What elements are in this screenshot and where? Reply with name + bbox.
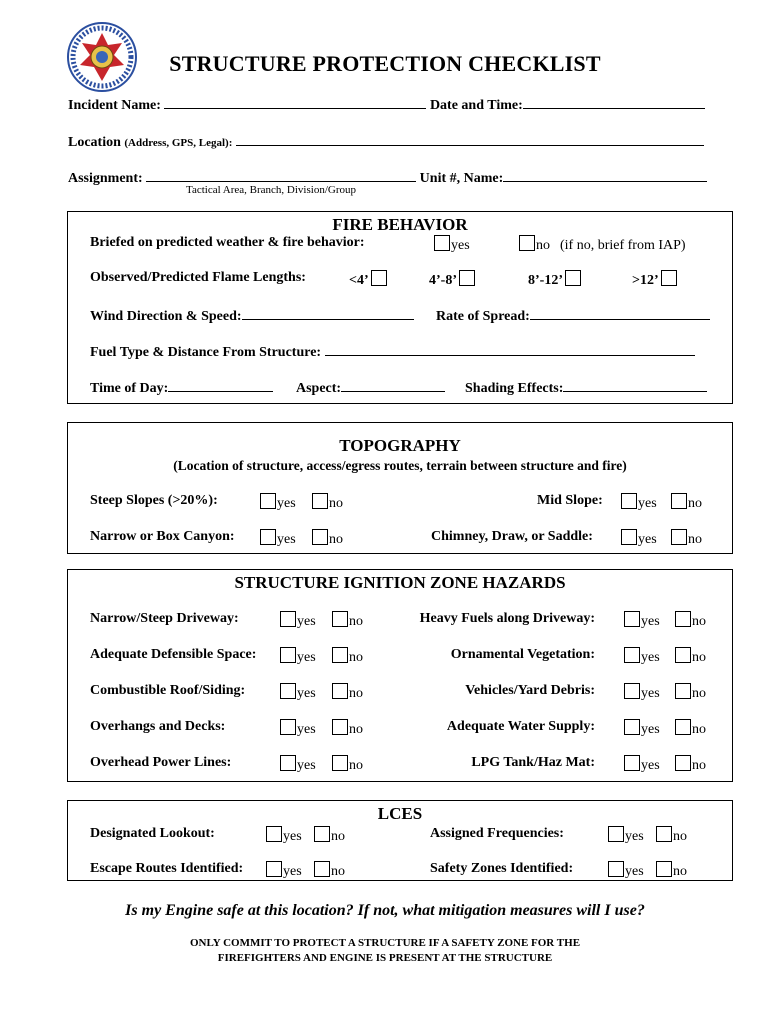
date-time-label: Date and Time: bbox=[429, 98, 523, 113]
steep-no-option[interactable]: no bbox=[312, 493, 343, 512]
checkbox[interactable] bbox=[671, 493, 687, 509]
flame-length-label: Observed/Predicted Flame Lengths: bbox=[90, 270, 306, 285]
mid-slope-label: Mid Slope: bbox=[537, 493, 603, 508]
checkbox[interactable] bbox=[621, 493, 637, 509]
fire-behavior-section bbox=[67, 211, 733, 404]
hazard-left-label: Adequate Defensible Space: bbox=[90, 647, 257, 662]
checkbox[interactable] bbox=[675, 755, 691, 771]
fuel-field[interactable]: Fuel Type & Distance From Structure: bbox=[90, 342, 695, 361]
location-field[interactable] bbox=[68, 132, 704, 151]
checkbox[interactable] bbox=[608, 861, 624, 877]
safety-zone-note-line2: FIREFIGHTERS AND ENGINE IS PRESENT AT THE STRUCTURE bbox=[217, 952, 553, 964]
narrow-yes-option[interactable]: yes bbox=[260, 529, 296, 548]
hazard-right-yes-option[interactable]: yes bbox=[624, 683, 660, 702]
safety-label: Safety Zones Identified: bbox=[430, 861, 574, 876]
escape-no-option[interactable]: no bbox=[314, 861, 345, 880]
hazard-left-label: Overhead Power Lines: bbox=[90, 755, 232, 770]
hazard-left-no-option[interactable]: no bbox=[332, 683, 363, 702]
lookout-label: Designated Lookout: bbox=[90, 826, 215, 841]
checkbox[interactable] bbox=[519, 235, 535, 251]
hazard-left-yes-option[interactable]: yes bbox=[280, 719, 316, 738]
shading-field[interactable]: Shading Effects: bbox=[465, 378, 707, 397]
hazard-left-yes-option[interactable]: yes bbox=[280, 611, 316, 630]
safety-zone-note bbox=[0, 936, 770, 966]
hazard-right-yes-option[interactable]: yes bbox=[624, 719, 660, 738]
checkbox[interactable] bbox=[332, 755, 348, 771]
hazard-right-yes-option[interactable]: yes bbox=[624, 647, 660, 666]
briefed-yes-option[interactable]: yes bbox=[434, 235, 470, 254]
brief-note: (if no, brief from IAP) bbox=[560, 238, 686, 253]
checkbox[interactable] bbox=[675, 683, 691, 699]
incident-name-field[interactable] bbox=[68, 95, 705, 114]
hazard-left-yes-option[interactable]: yes bbox=[280, 683, 316, 702]
checkbox[interactable] bbox=[266, 861, 282, 877]
location-hint: (Address, GPS, Legal): bbox=[124, 137, 233, 149]
checkbox[interactable] bbox=[624, 719, 640, 735]
checkbox[interactable] bbox=[656, 826, 672, 842]
hazard-left-label: Narrow/Steep Driveway: bbox=[90, 611, 239, 626]
hazard-right-no-option[interactable]: no bbox=[675, 755, 706, 774]
hazard-left-no-option[interactable]: no bbox=[332, 611, 363, 630]
hazard-right-yes-option[interactable]: yes bbox=[624, 611, 660, 630]
hazard-right-yes-option[interactable]: yes bbox=[624, 755, 660, 774]
checkbox[interactable] bbox=[260, 493, 276, 509]
checkbox[interactable] bbox=[656, 861, 672, 877]
escape-yes-option[interactable]: yes bbox=[266, 861, 302, 880]
hazard-left-label: Combustible Roof/Siding: bbox=[90, 683, 246, 698]
checkbox[interactable] bbox=[332, 683, 348, 699]
narrow-canyon-label: Narrow or Box Canyon: bbox=[90, 529, 235, 544]
checkbox[interactable] bbox=[624, 647, 640, 663]
hazard-left-yes-option[interactable]: yes bbox=[280, 647, 316, 666]
page-title: STRUCTURE PROTECTION CHECKLIST bbox=[169, 51, 601, 76]
checkbox[interactable] bbox=[624, 683, 640, 699]
spread-field[interactable]: Rate of Spread: bbox=[436, 306, 710, 325]
time-of-day-field[interactable]: Time of Day: bbox=[90, 378, 273, 397]
fire-behavior-heading: FIRE BEHAVIOR bbox=[332, 215, 468, 234]
lookout-yes-option[interactable]: yes bbox=[266, 826, 302, 845]
checkbox[interactable] bbox=[621, 529, 637, 545]
checkbox[interactable] bbox=[675, 647, 691, 663]
hazard-left-yes-option[interactable]: yes bbox=[280, 755, 316, 774]
checkbox[interactable] bbox=[314, 861, 330, 877]
hazard-left-no-option[interactable]: no bbox=[332, 755, 363, 774]
frequencies-no-option[interactable]: no bbox=[656, 826, 687, 845]
lces-section bbox=[67, 800, 733, 881]
mid-no-option[interactable]: no bbox=[671, 493, 702, 512]
unit-name-label: Unit #, Name: bbox=[419, 171, 504, 186]
checkbox[interactable] bbox=[280, 647, 296, 663]
chimney-yes-option[interactable]: yes bbox=[621, 529, 657, 548]
checkbox[interactable] bbox=[332, 647, 348, 663]
hazard-right-no-option[interactable]: no bbox=[675, 611, 706, 630]
chimney-no-option[interactable]: no bbox=[671, 529, 702, 548]
ignition-zone-section bbox=[67, 569, 733, 782]
checkbox[interactable] bbox=[260, 529, 276, 545]
hazard-right-label: Vehicles/Yard Debris: bbox=[465, 683, 595, 698]
assignment-label: Assignment: bbox=[68, 171, 143, 186]
checkbox[interactable] bbox=[280, 683, 296, 699]
mitigation-question: Is my Engine safe at this location? If not, what mitigation measures will I use? bbox=[125, 902, 645, 919]
checkbox[interactable] bbox=[661, 270, 677, 286]
escape-label: Escape Routes Identified: bbox=[90, 861, 244, 876]
narrow-no-option[interactable]: no bbox=[312, 529, 343, 548]
checkbox[interactable] bbox=[671, 529, 687, 545]
assignment-field[interactable] bbox=[68, 168, 707, 187]
checkbox[interactable] bbox=[280, 719, 296, 735]
hazard-left-label: Overhangs and Decks: bbox=[90, 719, 226, 734]
checkbox[interactable] bbox=[565, 270, 581, 286]
checkbox[interactable] bbox=[314, 826, 330, 842]
lces-heading: LCES bbox=[377, 804, 423, 823]
checkbox[interactable] bbox=[332, 611, 348, 627]
flame-option-lt4[interactable]: <4’ bbox=[349, 270, 388, 289]
hazard-right-no-option[interactable]: no bbox=[675, 683, 706, 702]
briefed-no-option[interactable]: no (if no, brief from IAP) bbox=[519, 235, 686, 254]
checkbox[interactable] bbox=[675, 719, 691, 735]
hazard-right-label: Ornamental Vegetation: bbox=[450, 647, 595, 662]
ignition-zone-heading: STRUCTURE IGNITION ZONE HAZARDS bbox=[234, 573, 566, 592]
frequencies-yes-option[interactable]: yes bbox=[608, 826, 644, 845]
flame-option-8-12[interactable]: 8’-12’ bbox=[528, 270, 582, 289]
frequencies-label: Assigned Frequencies: bbox=[430, 826, 564, 841]
safety-yes-option[interactable]: yes bbox=[608, 861, 644, 880]
checkbox[interactable] bbox=[280, 611, 296, 627]
topography-subheading: (Location of structure, access/egress routes, terrain between structure and fire) bbox=[173, 458, 627, 473]
topography-heading: TOPOGRAPHY bbox=[339, 436, 461, 455]
hazard-right-label: Heavy Fuels along Driveway: bbox=[419, 611, 595, 626]
checkbox[interactable] bbox=[332, 719, 348, 735]
checkbox[interactable] bbox=[312, 529, 328, 545]
checkbox[interactable] bbox=[675, 611, 691, 627]
checkbox[interactable] bbox=[280, 755, 296, 771]
checkbox[interactable] bbox=[434, 235, 450, 251]
wind-field[interactable]: Wind Direction & Speed: bbox=[90, 306, 414, 325]
checkbox[interactable] bbox=[371, 270, 387, 286]
checkbox[interactable] bbox=[624, 755, 640, 771]
checkbox[interactable] bbox=[266, 826, 282, 842]
hazard-right-no-option[interactable]: no bbox=[675, 719, 706, 738]
steep-yes-option[interactable]: yes bbox=[260, 493, 296, 512]
briefed-label: Briefed on predicted weather & fire behavior: bbox=[90, 235, 365, 250]
safety-no-option[interactable]: no bbox=[656, 861, 687, 880]
aspect-field[interactable]: Aspect: bbox=[296, 378, 445, 397]
incident-name-label: Incident Name: bbox=[68, 98, 161, 113]
hazard-right-label: LPG Tank/Haz Mat: bbox=[471, 755, 595, 770]
flame-option-4-8[interactable]: 4’-8’ bbox=[429, 270, 476, 289]
checkbox[interactable] bbox=[608, 826, 624, 842]
hazard-left-no-option[interactable]: no bbox=[332, 647, 363, 666]
checkbox[interactable] bbox=[312, 493, 328, 509]
lookout-no-option[interactable]: no bbox=[314, 826, 345, 845]
checkbox[interactable] bbox=[624, 611, 640, 627]
checkbox[interactable] bbox=[459, 270, 475, 286]
hazard-right-no-option[interactable]: no bbox=[675, 647, 706, 666]
flame-option-gt12[interactable]: >12’ bbox=[632, 270, 678, 289]
chimney-label: Chimney, Draw, or Saddle: bbox=[431, 529, 593, 544]
assignment-hint: Tactical Area, Branch, Division/Group bbox=[186, 184, 356, 196]
steep-slopes-label: Steep Slopes (>20%): bbox=[90, 493, 218, 508]
mid-yes-option[interactable]: yes bbox=[621, 493, 657, 512]
hazard-left-no-option[interactable]: no bbox=[332, 719, 363, 738]
topography-section bbox=[67, 422, 733, 554]
location-label: Location bbox=[68, 135, 121, 150]
hazard-right-label: Adequate Water Supply: bbox=[446, 719, 595, 734]
safety-zone-note-line1: ONLY COMMIT TO PROTECT A STRUCTURE IF A SAFETY ZONE FOR THE bbox=[189, 937, 581, 949]
